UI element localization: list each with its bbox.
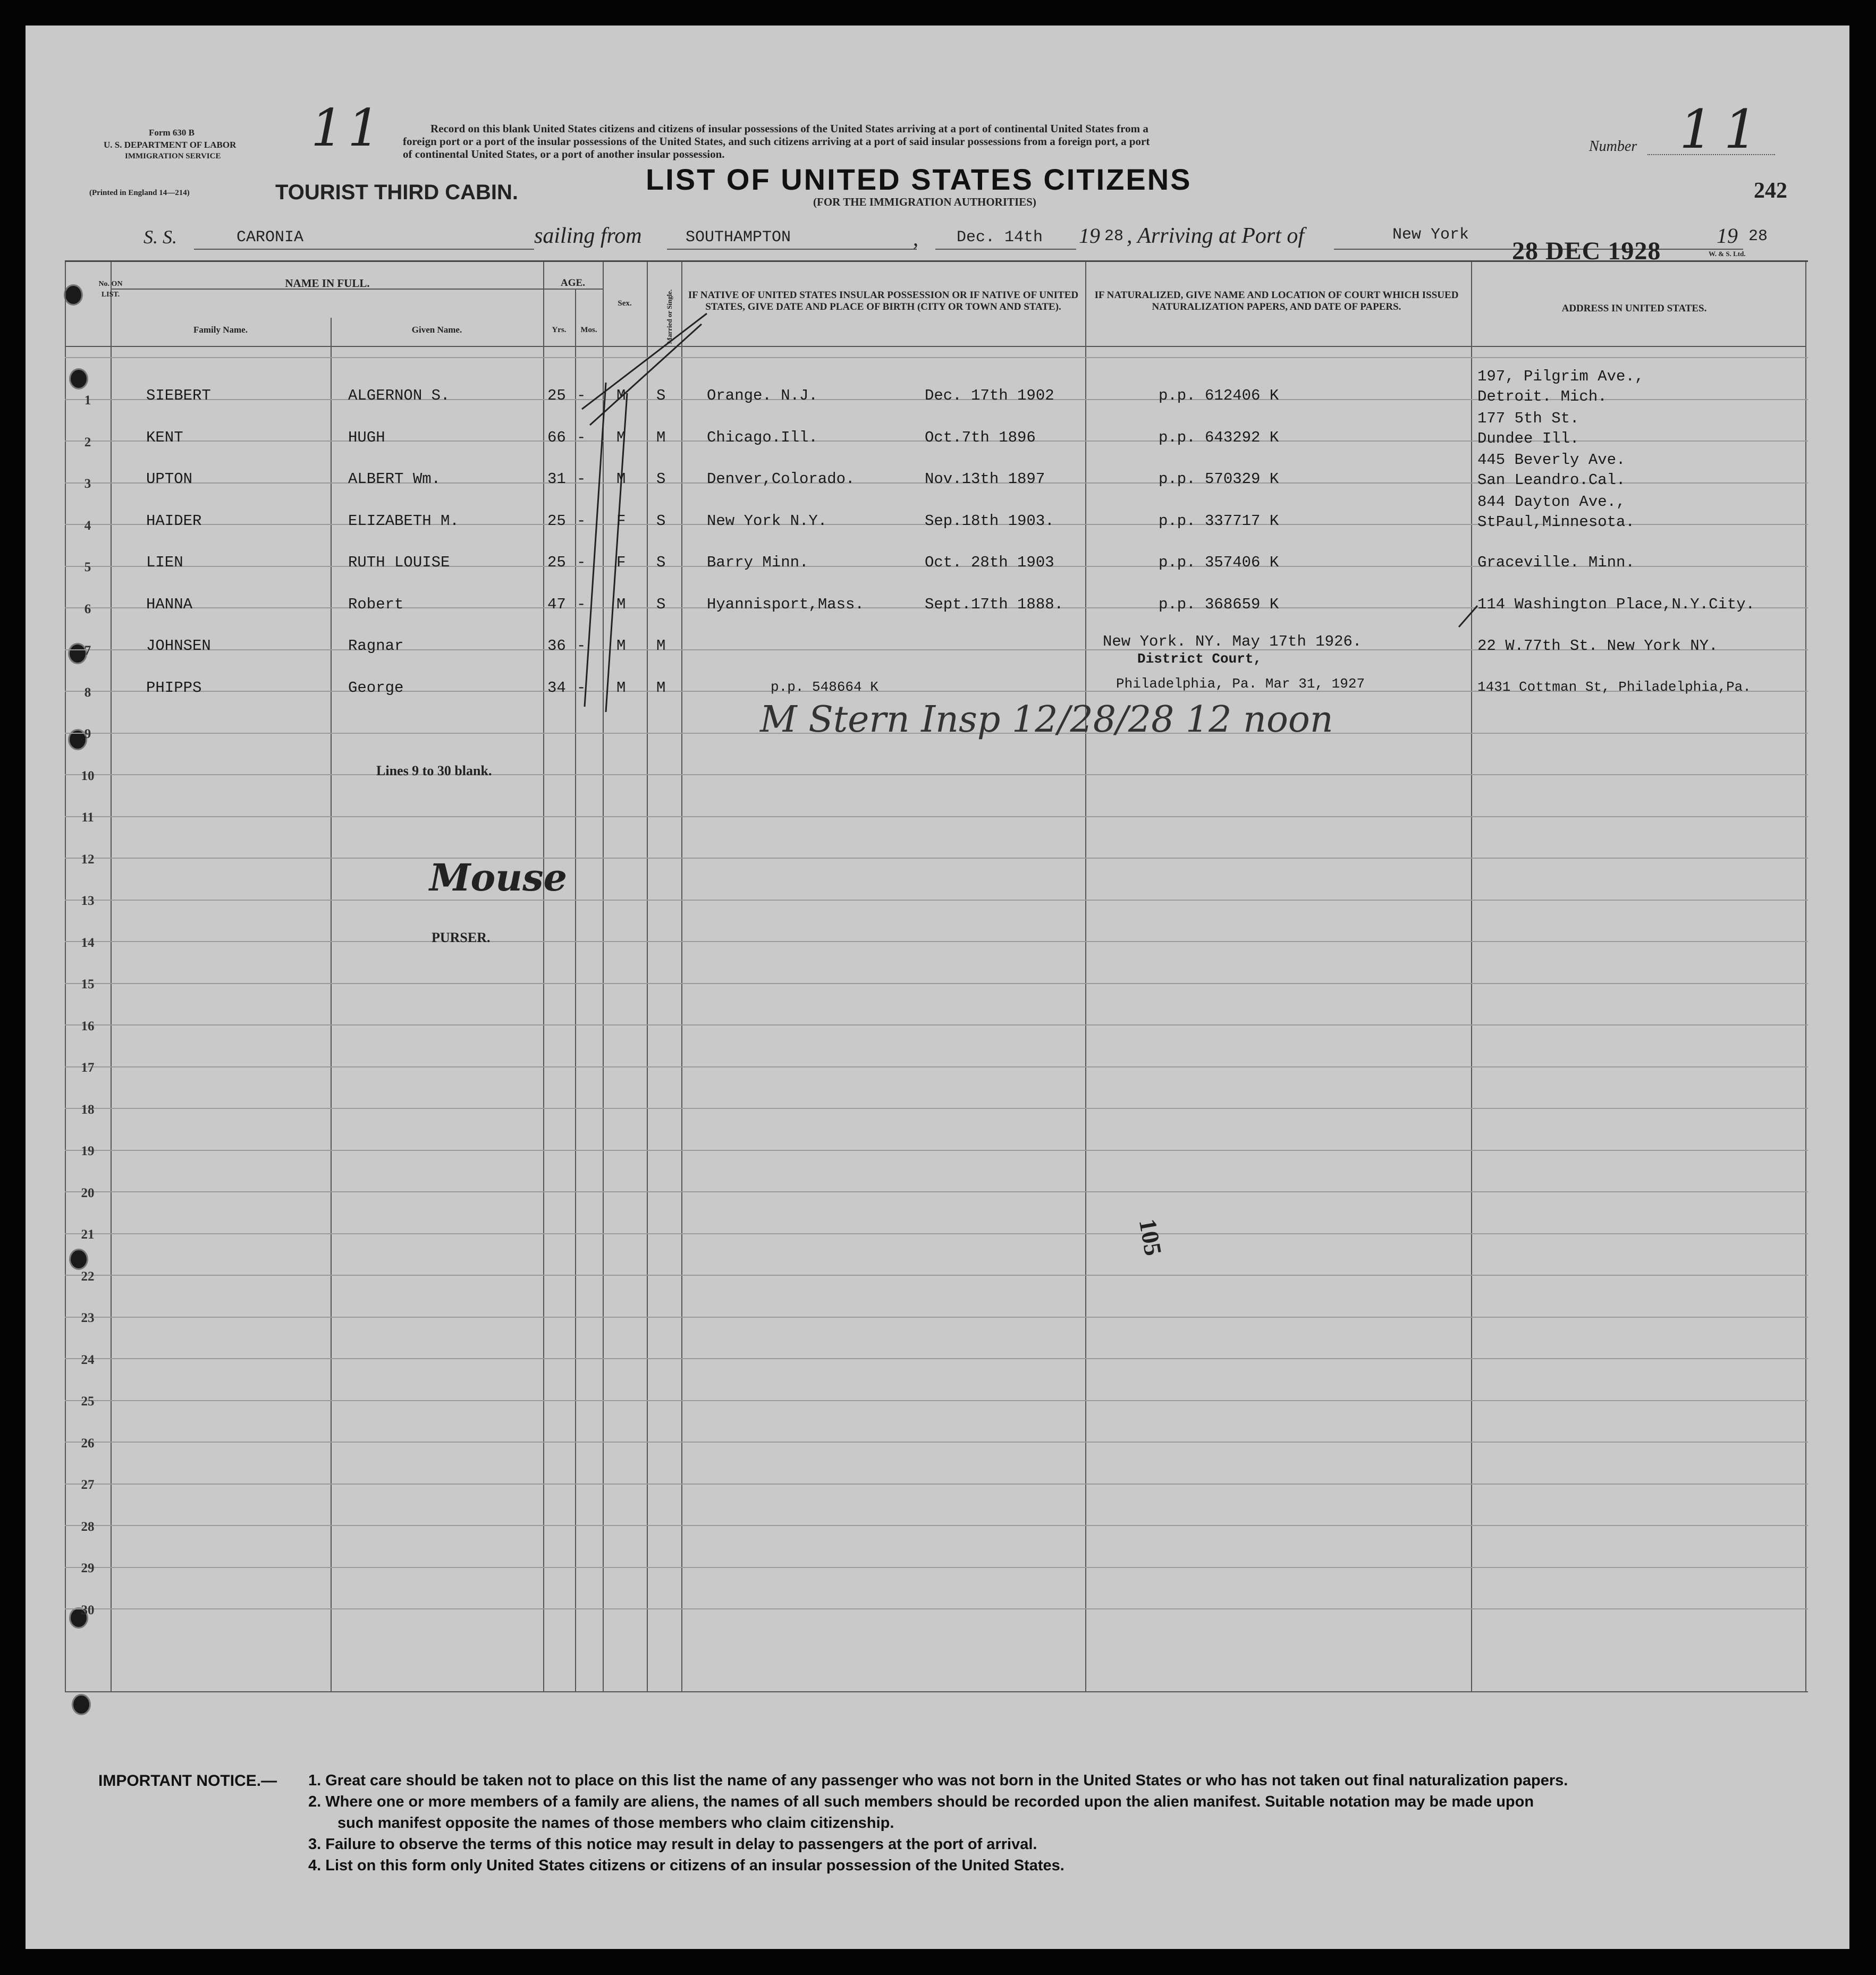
row-number: 3 bbox=[84, 477, 91, 491]
family-name-cell: LIEN bbox=[146, 554, 183, 571]
notice-label: IMPORTANT NOTICE.— bbox=[98, 1772, 277, 1790]
row-rule bbox=[65, 983, 1808, 984]
ship-name: CARONIA bbox=[236, 228, 304, 247]
row-rule bbox=[65, 357, 1808, 358]
notice-item-2: 2. Where one or more members of a family are aliens, the names of all such members should be recorded upon the alien manifest. Suitable notation may be made upon bbox=[308, 1793, 1534, 1810]
address-line-1-cell: 197, Pilgrim Ave., bbox=[1477, 368, 1644, 385]
comma: , bbox=[913, 226, 918, 250]
row-number: 1 bbox=[84, 393, 91, 408]
row-number: 27 bbox=[81, 1478, 95, 1492]
family-name-cell: UPTON bbox=[146, 470, 193, 488]
birthplace-cell: Denver,Colorado. bbox=[707, 470, 855, 488]
row-rule bbox=[65, 1275, 1808, 1276]
purser-label: PURSER. bbox=[432, 930, 491, 945]
address-line-2-cell: StPaul,Minnesota. bbox=[1477, 513, 1635, 531]
sex-cell: F bbox=[616, 554, 626, 571]
birthplace-cell: Hyannisport,Mass. bbox=[707, 595, 864, 613]
department-name: U. S. DEPARTMENT OF LABOR bbox=[104, 140, 236, 150]
notice-item-1: 1. Great care should be taken not to place on this list the name of any passenger who was not born in the United States or who has not taken out final naturalization papers. bbox=[308, 1772, 1568, 1789]
sex-cell: M bbox=[616, 595, 626, 613]
naturalization-cell: Philadelphia, Pa. Mar 31, 1927 bbox=[1116, 675, 1365, 692]
row-number: 10 bbox=[81, 768, 95, 783]
page-number: 242 bbox=[1754, 179, 1787, 203]
row-number: 14 bbox=[81, 935, 95, 950]
intro-line-3: of continental United States, or a port of another insular possession. bbox=[403, 148, 725, 160]
notice-item-3: 3. Failure to observe the terms of this notice may result in delay to passengers at the port of arrival. bbox=[308, 1836, 1037, 1853]
naturalization-cell: p.p. 368659 K bbox=[1159, 595, 1279, 613]
birthplace-cell: Barry Minn. bbox=[707, 554, 809, 571]
marital-status-cell: S bbox=[656, 554, 666, 571]
age-years-cell: 47 bbox=[547, 595, 566, 613]
naturalization-cell: p.p. 337717 K bbox=[1159, 512, 1279, 530]
marital-status-cell: M bbox=[656, 679, 666, 697]
ship-line bbox=[194, 249, 534, 250]
col-line bbox=[543, 262, 544, 1691]
header-native: IF NATIVE OF UNITED STATES INSULAR POSSESSION OR IF NATIVE OF UNITED STATES, GIVE DATE AND PLACE OF BIRTH (CITY OR TOWN AND STATE). bbox=[688, 290, 1079, 312]
row-rule bbox=[65, 816, 1808, 817]
ss-label: S. S. bbox=[143, 226, 177, 248]
address-line-1-cell: 177 5th St. bbox=[1477, 409, 1579, 427]
sex-cell: F bbox=[616, 512, 626, 530]
address-line-2-cell: Dundee Ill. bbox=[1477, 429, 1579, 447]
col-line bbox=[647, 262, 648, 1691]
row-rule bbox=[65, 1150, 1808, 1151]
marital-status-cell: M bbox=[656, 637, 666, 655]
row-rule bbox=[65, 1317, 1808, 1318]
notice-item-4: 4. List on this form only United States citizens or citizens of an insular possession of the United States. bbox=[308, 1857, 1064, 1874]
header-age: AGE. bbox=[561, 277, 585, 289]
row-number: 5 bbox=[84, 560, 91, 574]
header-naturalized: IF NATURALIZED, GIVE NAME AND LOCATION OF COURT WHICH ISSUED NATURALIZATION PAPERS, AND DATE OF PAPERS. bbox=[1094, 290, 1459, 312]
age-months-cell: - bbox=[577, 470, 586, 488]
birthdate-cell: Nov.13th 1897 bbox=[925, 470, 1045, 488]
family-name-cell: KENT bbox=[146, 428, 183, 446]
row-number: 12 bbox=[81, 852, 95, 867]
col-line bbox=[681, 262, 682, 1691]
row-rule bbox=[65, 1400, 1808, 1401]
header-married-single: Married or Single. bbox=[665, 289, 673, 344]
intro-line-1: Record on this blank United States citizens and citizens of insular possessions of the United States arriving at a port of continental United States from a bbox=[430, 122, 1148, 135]
marital-status-cell: S bbox=[656, 512, 666, 530]
address-line-1-cell: 844 Dayton Ave., bbox=[1477, 493, 1626, 511]
given-name-cell: ALGERNON S. bbox=[348, 387, 450, 404]
sex-cell: M bbox=[616, 387, 626, 404]
sex-cell: M bbox=[616, 637, 626, 655]
row-number: 4 bbox=[84, 518, 91, 533]
row-number: 25 bbox=[81, 1394, 95, 1409]
header-family-name: Family Name. bbox=[193, 325, 248, 335]
row-number: 7 bbox=[84, 643, 91, 658]
year-suffix-2: 28 bbox=[1748, 227, 1768, 245]
inspector-note: M Stern Insp 12/28/28 12 noon bbox=[760, 699, 1333, 741]
age-months-cell: - bbox=[577, 554, 586, 571]
naturalization-court-cell: District Court, bbox=[1137, 651, 1262, 667]
header-given-name: Given Name. bbox=[411, 325, 462, 335]
family-name-cell: HANNA bbox=[146, 595, 193, 613]
row-rule bbox=[65, 1233, 1808, 1234]
age-years-cell: 31 bbox=[547, 470, 566, 488]
arriving-label: , Arriving at Port of bbox=[1127, 224, 1305, 248]
row-rule bbox=[65, 941, 1808, 942]
col-line bbox=[1471, 262, 1472, 1691]
date-from: Dec. 14th bbox=[957, 228, 1043, 247]
col-line bbox=[1085, 262, 1086, 1691]
marital-status-cell: S bbox=[656, 595, 666, 613]
sex-cell: M bbox=[616, 679, 626, 697]
row-number: 17 bbox=[81, 1061, 95, 1075]
row-number: 9 bbox=[84, 727, 91, 741]
document-subtitle: (FOR THE IMMIGRATION AUTHORITIES) bbox=[813, 196, 1036, 208]
header-no-on-list: No. ON LIST. bbox=[98, 280, 123, 299]
row-number: 2 bbox=[84, 435, 91, 450]
year-prefix-2: 19 bbox=[1717, 224, 1738, 248]
row-number: 28 bbox=[81, 1519, 95, 1534]
given-name-cell: HUGH bbox=[348, 428, 385, 446]
row-number: 19 bbox=[81, 1144, 95, 1158]
age-years-cell: 25 bbox=[547, 554, 566, 571]
family-name-cell: PHIPPS bbox=[146, 679, 202, 697]
row-rule bbox=[65, 1608, 1808, 1609]
printer-mark: W. & S. Ltd. bbox=[1709, 250, 1746, 258]
age-years-cell: 25 bbox=[547, 512, 566, 530]
row-rule bbox=[65, 858, 1808, 859]
address-line-1-cell: 114 Washington Place,N.Y.City. bbox=[1477, 595, 1755, 613]
row-rule bbox=[65, 900, 1808, 901]
age-years-cell: 25 bbox=[547, 387, 566, 404]
row-number: 26 bbox=[81, 1436, 95, 1451]
form-number: Form 630 B bbox=[149, 128, 195, 138]
row-number: 11 bbox=[81, 810, 94, 825]
row-number: 29 bbox=[81, 1561, 95, 1575]
header-sex: Sex. bbox=[618, 299, 632, 308]
sex-cell: M bbox=[616, 428, 626, 446]
family-name-cell: HAIDER bbox=[146, 512, 202, 530]
row-number: 16 bbox=[81, 1019, 95, 1033]
age-years-cell: 36 bbox=[547, 637, 566, 655]
year-suffix: 28 bbox=[1104, 227, 1124, 245]
sex-cell: M bbox=[616, 470, 626, 488]
row-number: 22 bbox=[81, 1269, 95, 1284]
row-rule bbox=[65, 774, 1808, 775]
row-number: 20 bbox=[81, 1185, 95, 1200]
naturalization-cell: p.p. 612406 K bbox=[1159, 387, 1279, 404]
row-number: 18 bbox=[81, 1102, 95, 1117]
family-name-cell: JOHNSEN bbox=[146, 637, 211, 655]
naturalization-cell: p.p. 570329 K bbox=[1159, 470, 1279, 488]
intro-line-2: foreign port or a port of the insular possessions of the United States, and such citizens arriving at a port of said insular possessions from a foreign port, a port bbox=[403, 135, 1150, 148]
row-number: 6 bbox=[84, 601, 91, 616]
age-months-cell: - bbox=[577, 637, 586, 655]
birthplace-cell: Orange. N.J. bbox=[707, 387, 818, 404]
marital-status-cell: S bbox=[656, 470, 666, 488]
given-name-cell: RUTH LOUISE bbox=[348, 554, 450, 571]
age-months-cell: - bbox=[577, 428, 586, 446]
sailing-from-label: sailing from bbox=[534, 224, 642, 248]
list-number: 11 bbox=[1679, 98, 1769, 160]
col-line bbox=[575, 289, 576, 1691]
marital-status-cell: S bbox=[656, 387, 666, 404]
address-line-1-cell: 22 W.77th St. New York NY. bbox=[1477, 637, 1718, 655]
age-months-cell: - bbox=[577, 512, 586, 530]
birthdate-cell: Oct. 28th 1903 bbox=[925, 554, 1054, 571]
age-months-cell: - bbox=[577, 387, 586, 404]
address-line-2-cell: Detroit. Mich. bbox=[1477, 388, 1607, 405]
service-name: IMMIGRATION SERVICE bbox=[125, 152, 221, 160]
blank-lines-note: Lines 9 to 30 blank. bbox=[376, 763, 492, 778]
naturalization-cell: p.p. 643292 K bbox=[1159, 428, 1279, 446]
cabin-class: TOURIST THIRD CABIN. bbox=[275, 181, 519, 204]
address-line-2-cell: San Leandro.Cal. bbox=[1477, 471, 1626, 489]
given-name-cell: Ragnar bbox=[348, 637, 404, 655]
row-rule bbox=[65, 1525, 1808, 1526]
header-name-in-full: NAME IN FULL. bbox=[285, 277, 370, 290]
header-bottom-line bbox=[65, 346, 1805, 347]
naturalization-cell: New York. NY. May 17th 1926. bbox=[1103, 633, 1362, 650]
marital-status-cell: M bbox=[656, 428, 666, 446]
row-rule bbox=[65, 1066, 1808, 1067]
date-from-line bbox=[935, 249, 1076, 250]
family-name-cell: SIEBERT bbox=[146, 387, 211, 404]
col-line bbox=[111, 262, 112, 1691]
col-line bbox=[603, 262, 604, 1691]
birthdate-cell: Sept.17th 1888. bbox=[925, 595, 1064, 613]
age-years-cell: 66 bbox=[547, 428, 566, 446]
given-name-cell: ALBERT Wm. bbox=[348, 470, 441, 488]
number-label: Number bbox=[1589, 138, 1637, 155]
birthdate-cell: Dec. 17th 1902 bbox=[925, 387, 1054, 404]
row-number: 8 bbox=[84, 685, 91, 700]
port-from: SOUTHAMPTON bbox=[686, 228, 791, 247]
row-number: 13 bbox=[81, 894, 95, 908]
given-name-cell: Robert bbox=[348, 595, 404, 613]
handwritten-list-number: 11 bbox=[311, 98, 385, 158]
header-mos: Mos. bbox=[580, 326, 597, 334]
given-name-cell: ELIZABETH M. bbox=[348, 512, 459, 530]
header-address: ADDRESS IN UNITED STATES. bbox=[1561, 303, 1707, 314]
row-rule bbox=[65, 1442, 1808, 1443]
age-months-cell: - bbox=[577, 679, 586, 697]
row-number: 30 bbox=[81, 1603, 95, 1617]
birthdate-cell: Oct.7th 1896 bbox=[925, 428, 1036, 446]
row-rule bbox=[65, 1358, 1808, 1359]
address-line-1-cell: 445 Beverly Ave. bbox=[1477, 451, 1626, 469]
notice-item-2-cont: such manifest opposite the names of those members who claim citizenship. bbox=[337, 1815, 894, 1832]
purser-signature: Mouse bbox=[429, 855, 568, 900]
given-name-cell: George bbox=[348, 679, 404, 697]
birthdate-cell: Sep.18th 1903. bbox=[925, 512, 1054, 530]
row-rule bbox=[65, 1191, 1808, 1192]
punch-hole bbox=[72, 1694, 91, 1715]
row-rule bbox=[65, 1108, 1808, 1109]
address-line-1-cell: 1431 Cottman St, Philadelphia,Pa. bbox=[1477, 679, 1751, 695]
birthplace-cell: Chicago.Ill. bbox=[707, 428, 818, 446]
address-line-1-cell: Graceville. Minn. bbox=[1477, 554, 1635, 571]
stamp-number: 105 bbox=[1134, 1217, 1167, 1258]
row-rule bbox=[65, 1024, 1808, 1025]
naturalization-cell: p.p. 357406 K bbox=[1159, 554, 1279, 571]
col-line bbox=[1805, 262, 1806, 1691]
port-to: New York bbox=[1392, 226, 1469, 244]
age-months-cell: - bbox=[577, 595, 586, 613]
printed-note: (Printed in England 14—214) bbox=[89, 189, 190, 197]
year-prefix: 19 bbox=[1079, 224, 1100, 248]
row-number: 23 bbox=[81, 1311, 95, 1325]
row-number: 15 bbox=[81, 977, 95, 991]
birthplace-cell: p.p. 548664 K bbox=[771, 679, 878, 695]
row-number: 24 bbox=[81, 1352, 95, 1367]
age-years-cell: 34 bbox=[547, 679, 566, 697]
birthplace-cell: New York N.Y. bbox=[707, 512, 827, 530]
document-title: LIST OF UNITED STATES CITIZENS bbox=[646, 163, 1192, 196]
header-yrs: Yrs. bbox=[552, 326, 567, 334]
row-rule bbox=[65, 1484, 1808, 1485]
row-rule bbox=[65, 1567, 1808, 1568]
arrival-date-stamp: 28 DEC 1928 bbox=[1512, 237, 1661, 265]
row-number: 21 bbox=[81, 1227, 95, 1242]
port-from-line bbox=[667, 249, 917, 250]
